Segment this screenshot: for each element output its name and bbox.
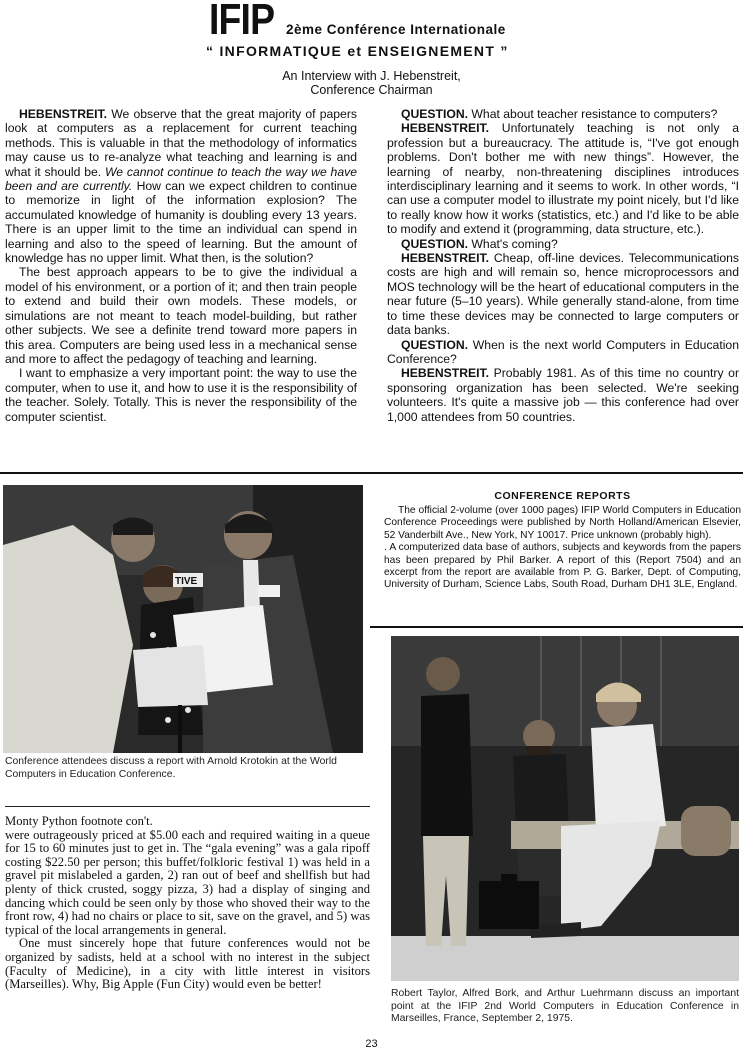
answer-2 xyxy=(387,251,739,337)
conference-line: 2ème Conférence Internationale xyxy=(286,22,506,37)
python-footnote xyxy=(5,815,370,992)
photo-attendees-caption: Conference attendees discuss a report with Arnold Krotokin at the World Computers in Education Conference. xyxy=(5,756,337,780)
paragraph-text: We observe that the great majority of papers look at computers as a replacement for current teaching methods. This is valuable in that the methodology of informatics may cause us to re-analyze what teaching and learning is and what it should be. xyxy=(5,107,357,179)
question-text: What's coming? xyxy=(468,236,558,251)
speaker-label: HEBENSTREIT. xyxy=(401,121,490,136)
question-label: QUESTION. xyxy=(401,236,469,251)
answer-1 xyxy=(387,121,739,236)
question-text: What about teacher resistance to computers? xyxy=(468,107,718,121)
left-paragraph-1 xyxy=(5,107,357,265)
footnote-paragraph-2: One must sincerely hope that future conferences would not be organized by sadists, held at a school with no interest in the subject (Faculty of Medicine), in a city with little interest in visitors (Marseilles). Why, Big Apple (Fun City) would even be better! xyxy=(5,936,370,992)
answer-text: Unfortunately teaching is not only a profession but a bureaucracy. The attitude is, “I've got enough problems. Don't bother me with new things”. However, the learning of nearby, non-threatening disciplines introduces interdisciplinary learning and it seems to work. In other words, “I can use a computer model to illustrate my point nicely, but I'd like to really know how it works (statistics, etc.) and I'd like to be able to modify and extend it (programming, data structure, etc.). xyxy=(387,121,739,237)
answer-text: Probably 1981. As of this time no country or sponsoring organization has been selected. We're seeking volunteers. It's quite a massive job — this conference had over 1,000 attendees from 50 countries. xyxy=(387,366,739,424)
question-label: QUESTION. xyxy=(401,107,469,121)
left-paragraph-3: I want to emphasize a very important point: the way to use the computer, when to use it, and how to use it is the responsibility of the teacher. Solely. Totally. This is never the responsibility of the computer scientist. xyxy=(5,366,357,424)
reports-paragraph-2: . A computerized data base of authors, subjects and keywords from the papers has been prepared by Phil Barker. A report of this (Report 7504) and an excerpt from the report are available from P. G. Barker, Dept. of Computing, University of Durham, Science Labs, South Road, Durham DH1 3LE, England. xyxy=(384,542,741,591)
ifip-logo: IFIP xyxy=(209,0,275,44)
reports-divider xyxy=(370,626,743,628)
footnote-heading: Monty Python footnote con't. xyxy=(5,814,153,828)
interview-right-column xyxy=(387,107,739,424)
photo-attendees-image xyxy=(3,485,363,753)
question-text: When is the next world Computers in Education Conference? xyxy=(387,337,739,366)
speaker-label: HEBENSTREIT. xyxy=(19,107,108,121)
paragraph-text: How can we expect children to continue to memorize in light of the information explosion? The accumulated knowledge of humanity is doubling every 13 years. There is an upper limit to the time an individual can spend in learning and also to the speed of learning. But the amount of knowledge has no upper limit. What then, is the solution? xyxy=(5,179,357,266)
interview-byline xyxy=(0,69,743,97)
question-2 xyxy=(387,237,739,251)
section-divider xyxy=(0,472,743,474)
photo-discussion xyxy=(391,636,739,981)
answer-text: Cheap, off-line devices. Telecommunications costs are high and will remain so, hence microprocessors and MOS technology will be the heart of educational computers in the near future (5–10 years). While generally stand-alone, from time to time these devices may be connected to large computers or data banks. xyxy=(387,251,739,338)
reports-paragraph-1: The official 2-volume (over 1000 pages) IFIP World Computers in Education Conference Proceedings were published by North Holland/American Elsevier, 52 Vanderbilt Ave., New York, NY 10017. Price unknown (probably high). xyxy=(384,505,741,541)
emphasis-text: We cannot continue to teach the way we have been and are currently. xyxy=(5,164,357,194)
speaker-label: HEBENSTREIT. xyxy=(401,251,490,266)
interview-left-column xyxy=(5,107,357,424)
page-number: 23 xyxy=(365,1038,378,1050)
reports-title: CONFERENCE REPORTS xyxy=(494,490,631,502)
interview-line-1: An Interview with J. Hebenstreit, xyxy=(282,69,461,83)
question-label: QUESTION. xyxy=(401,337,469,352)
speaker-label: HEBENSTREIT. xyxy=(401,366,490,381)
footnote-divider xyxy=(5,806,370,807)
question-3 xyxy=(387,338,739,367)
photo-discussion-image xyxy=(391,636,739,981)
conference-title: “ INFORMATIQUE et ENSEIGNEMENT ” xyxy=(206,43,509,59)
badge-text: TIVE xyxy=(175,576,198,587)
left-paragraph-2: The best approach appears to be to give the individual a model of his environment, or a portion of it; and then train people to extend and build their own models. These models, or simulations are not meant to teach model-building, but rather other subjects. We see a definite trend toward more papers in this area. Computers are being used less in a mechanical sense and more to affect the pedagogy of teaching and learning. xyxy=(5,265,357,366)
answer-3 xyxy=(387,366,739,424)
footnote-paragraph-1: were outrageously priced at $5.00 each and required waiting in a queue for 15 to 60 minutes just to get in. The “gala evening” was a gala ripoff costing $22.50 per person; this buffet/folkloric festival 1) was held in a gravel pit mislabeled a garden, 2) ran out of beef and shellfish but had plenty of thick crusted, soggy pizza, 3) had a display of singing and dancing which could be seen only by those who shoved their way to the front row, 4) had no chairs or place to sit, save on the gravel, and 5) was typical of the local arrangements in general. xyxy=(5,827,370,937)
photo-attendees xyxy=(3,485,363,753)
photo-discussion-caption: Robert Taylor, Alfred Bork, and Arthur Luehrmann discuss an important point at the IFIP 2nd World Computers in Education Conference in Marseilles, France, September 2, 1975. xyxy=(391,988,739,1024)
question-1 xyxy=(387,107,739,121)
reports-body xyxy=(384,505,741,592)
interview-line-2: Conference Chairman xyxy=(310,83,433,97)
